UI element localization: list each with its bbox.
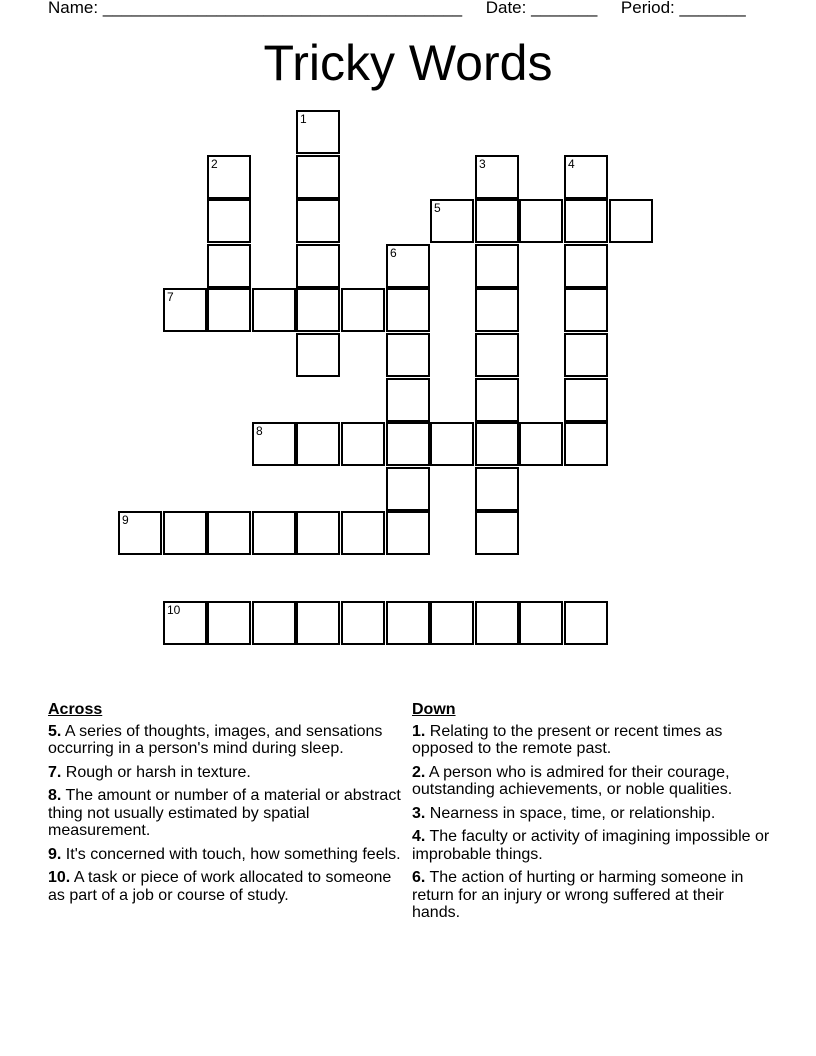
across-heading: Across: [48, 701, 103, 718]
crossword-cell[interactable]: [296, 199, 340, 243]
crossword-cell[interactable]: [296, 333, 340, 377]
crossword-cell[interactable]: [475, 288, 519, 332]
crossword-cell[interactable]: [296, 155, 340, 199]
crossword-cell[interactable]: [386, 601, 430, 645]
crossword-cell[interactable]: [564, 333, 608, 377]
crossword-cell[interactable]: [430, 601, 474, 645]
crossword-cell[interactable]: [475, 511, 519, 555]
clue-down-1: 1. Relating to the present or recent times as opposed to the remote past.: [412, 722, 723, 757]
clue-down-3: 3. Nearness in space, time, or relationship.: [412, 804, 716, 822]
crossword-cell[interactable]: [252, 601, 296, 645]
crossword-cell[interactable]: [475, 155, 519, 199]
crossword-cell[interactable]: [207, 199, 251, 243]
cell-number: 7: [167, 290, 174, 304]
crossword-cell[interactable]: [296, 601, 340, 645]
period-label: Period:: [620, 0, 675, 17]
crossword-cell[interactable]: [386, 422, 430, 466]
crossword-cell[interactable]: [296, 110, 340, 154]
crossword-cell[interactable]: [163, 601, 207, 645]
cell-number: 10: [167, 603, 181, 617]
crossword-cell[interactable]: [475, 467, 519, 511]
clue-across-10: 10. A task or piece of work allocated to someone as part of a job or course of study.: [48, 869, 392, 904]
cell-number: 5: [434, 201, 441, 215]
crossword-cell[interactable]: [564, 155, 608, 199]
crossword-cell[interactable]: [252, 422, 296, 466]
crossword-cell[interactable]: [564, 422, 608, 466]
crossword-cell[interactable]: [564, 288, 608, 332]
down-clues: [412, 701, 772, 928]
clue-across-9: 9. It's concerned with touch, how something feels.: [48, 845, 401, 863]
page-title: Tricky Words: [263, 35, 553, 91]
crossword-cell[interactable]: [207, 601, 251, 645]
crossword-cell[interactable]: [386, 333, 430, 377]
crossword-cell[interactable]: [564, 199, 608, 243]
cell-number: 1: [300, 112, 307, 126]
crossword-cell[interactable]: [564, 378, 608, 422]
name-line[interactable]: ______________________________________: [102, 0, 463, 17]
cell-number: 9: [122, 513, 129, 527]
crossword-cell[interactable]: [386, 467, 430, 511]
crossword-cell[interactable]: [564, 244, 608, 288]
crossword-cell[interactable]: [564, 601, 608, 645]
crossword-cell[interactable]: [163, 288, 207, 332]
cell-number: 3: [479, 157, 486, 171]
clue-across-7: 7. Rough or harsh in texture.: [48, 763, 251, 781]
crossword-cell[interactable]: [386, 288, 430, 332]
crossword-cell[interactable]: [207, 511, 251, 555]
crossword-cell[interactable]: [207, 288, 251, 332]
crossword-cell[interactable]: [252, 288, 296, 332]
cell-number: 6: [390, 246, 397, 260]
clue-down-6: 6. The action of hurting or harming someone in return for an injury or wrong suffered at their hands.: [412, 869, 744, 921]
name-label: Name:: [48, 0, 99, 17]
crossword-cell[interactable]: [296, 288, 340, 332]
clue-across-8: 8. The amount or number of a material or abstract thing not usually estimated by spatial measurement.: [48, 787, 401, 839]
crossword-cell[interactable]: [341, 601, 385, 645]
cell-number: 4: [568, 157, 575, 171]
crossword-cell[interactable]: [163, 511, 207, 555]
crossword-cell[interactable]: [296, 244, 340, 288]
crossword-cell[interactable]: [475, 378, 519, 422]
down-heading: Down: [412, 701, 456, 718]
crossword-cell[interactable]: [341, 511, 385, 555]
crossword-cell[interactable]: [475, 601, 519, 645]
date-line[interactable]: _______: [531, 0, 598, 17]
crossword-cell[interactable]: [341, 288, 385, 332]
date-label: Date:: [485, 0, 527, 17]
crossword-cell[interactable]: [519, 199, 563, 243]
period-line[interactable]: _______: [679, 0, 746, 17]
clue-down-4: 4. The faculty or activity of imagining impossible or improbable things.: [412, 828, 770, 863]
crossword-cell[interactable]: [252, 511, 296, 555]
crossword-cell[interactable]: [118, 511, 162, 555]
crossword-cell[interactable]: [296, 511, 340, 555]
crossword-cell[interactable]: [475, 244, 519, 288]
crossword-cell[interactable]: [475, 422, 519, 466]
crossword-cell[interactable]: [430, 422, 474, 466]
crossword-cell[interactable]: [386, 378, 430, 422]
crossword-cell[interactable]: [519, 601, 563, 645]
crossword-cell[interactable]: [475, 333, 519, 377]
clue-across-5: 5. A series of thoughts, images, and sensations occurring in a person's mind during sleep.: [48, 722, 383, 757]
crossword-cell[interactable]: [519, 422, 563, 466]
cell-number: 2: [211, 157, 218, 171]
crossword-cell[interactable]: [386, 511, 430, 555]
clue-down-2: 2. A person who is admired for their courage, outstanding achievements, or noble qualities.: [412, 763, 733, 798]
crossword-cell[interactable]: [609, 199, 653, 243]
crossword-cell[interactable]: [207, 244, 251, 288]
crossword-cell[interactable]: [207, 155, 251, 199]
crossword-cell[interactable]: [430, 199, 474, 243]
cell-number: 8: [256, 424, 263, 438]
crossword-cell[interactable]: [341, 422, 385, 466]
crossword-cell[interactable]: [296, 422, 340, 466]
crossword-cell[interactable]: [475, 199, 519, 243]
crossword-cell[interactable]: [386, 244, 430, 288]
across-clues: [48, 701, 403, 910]
